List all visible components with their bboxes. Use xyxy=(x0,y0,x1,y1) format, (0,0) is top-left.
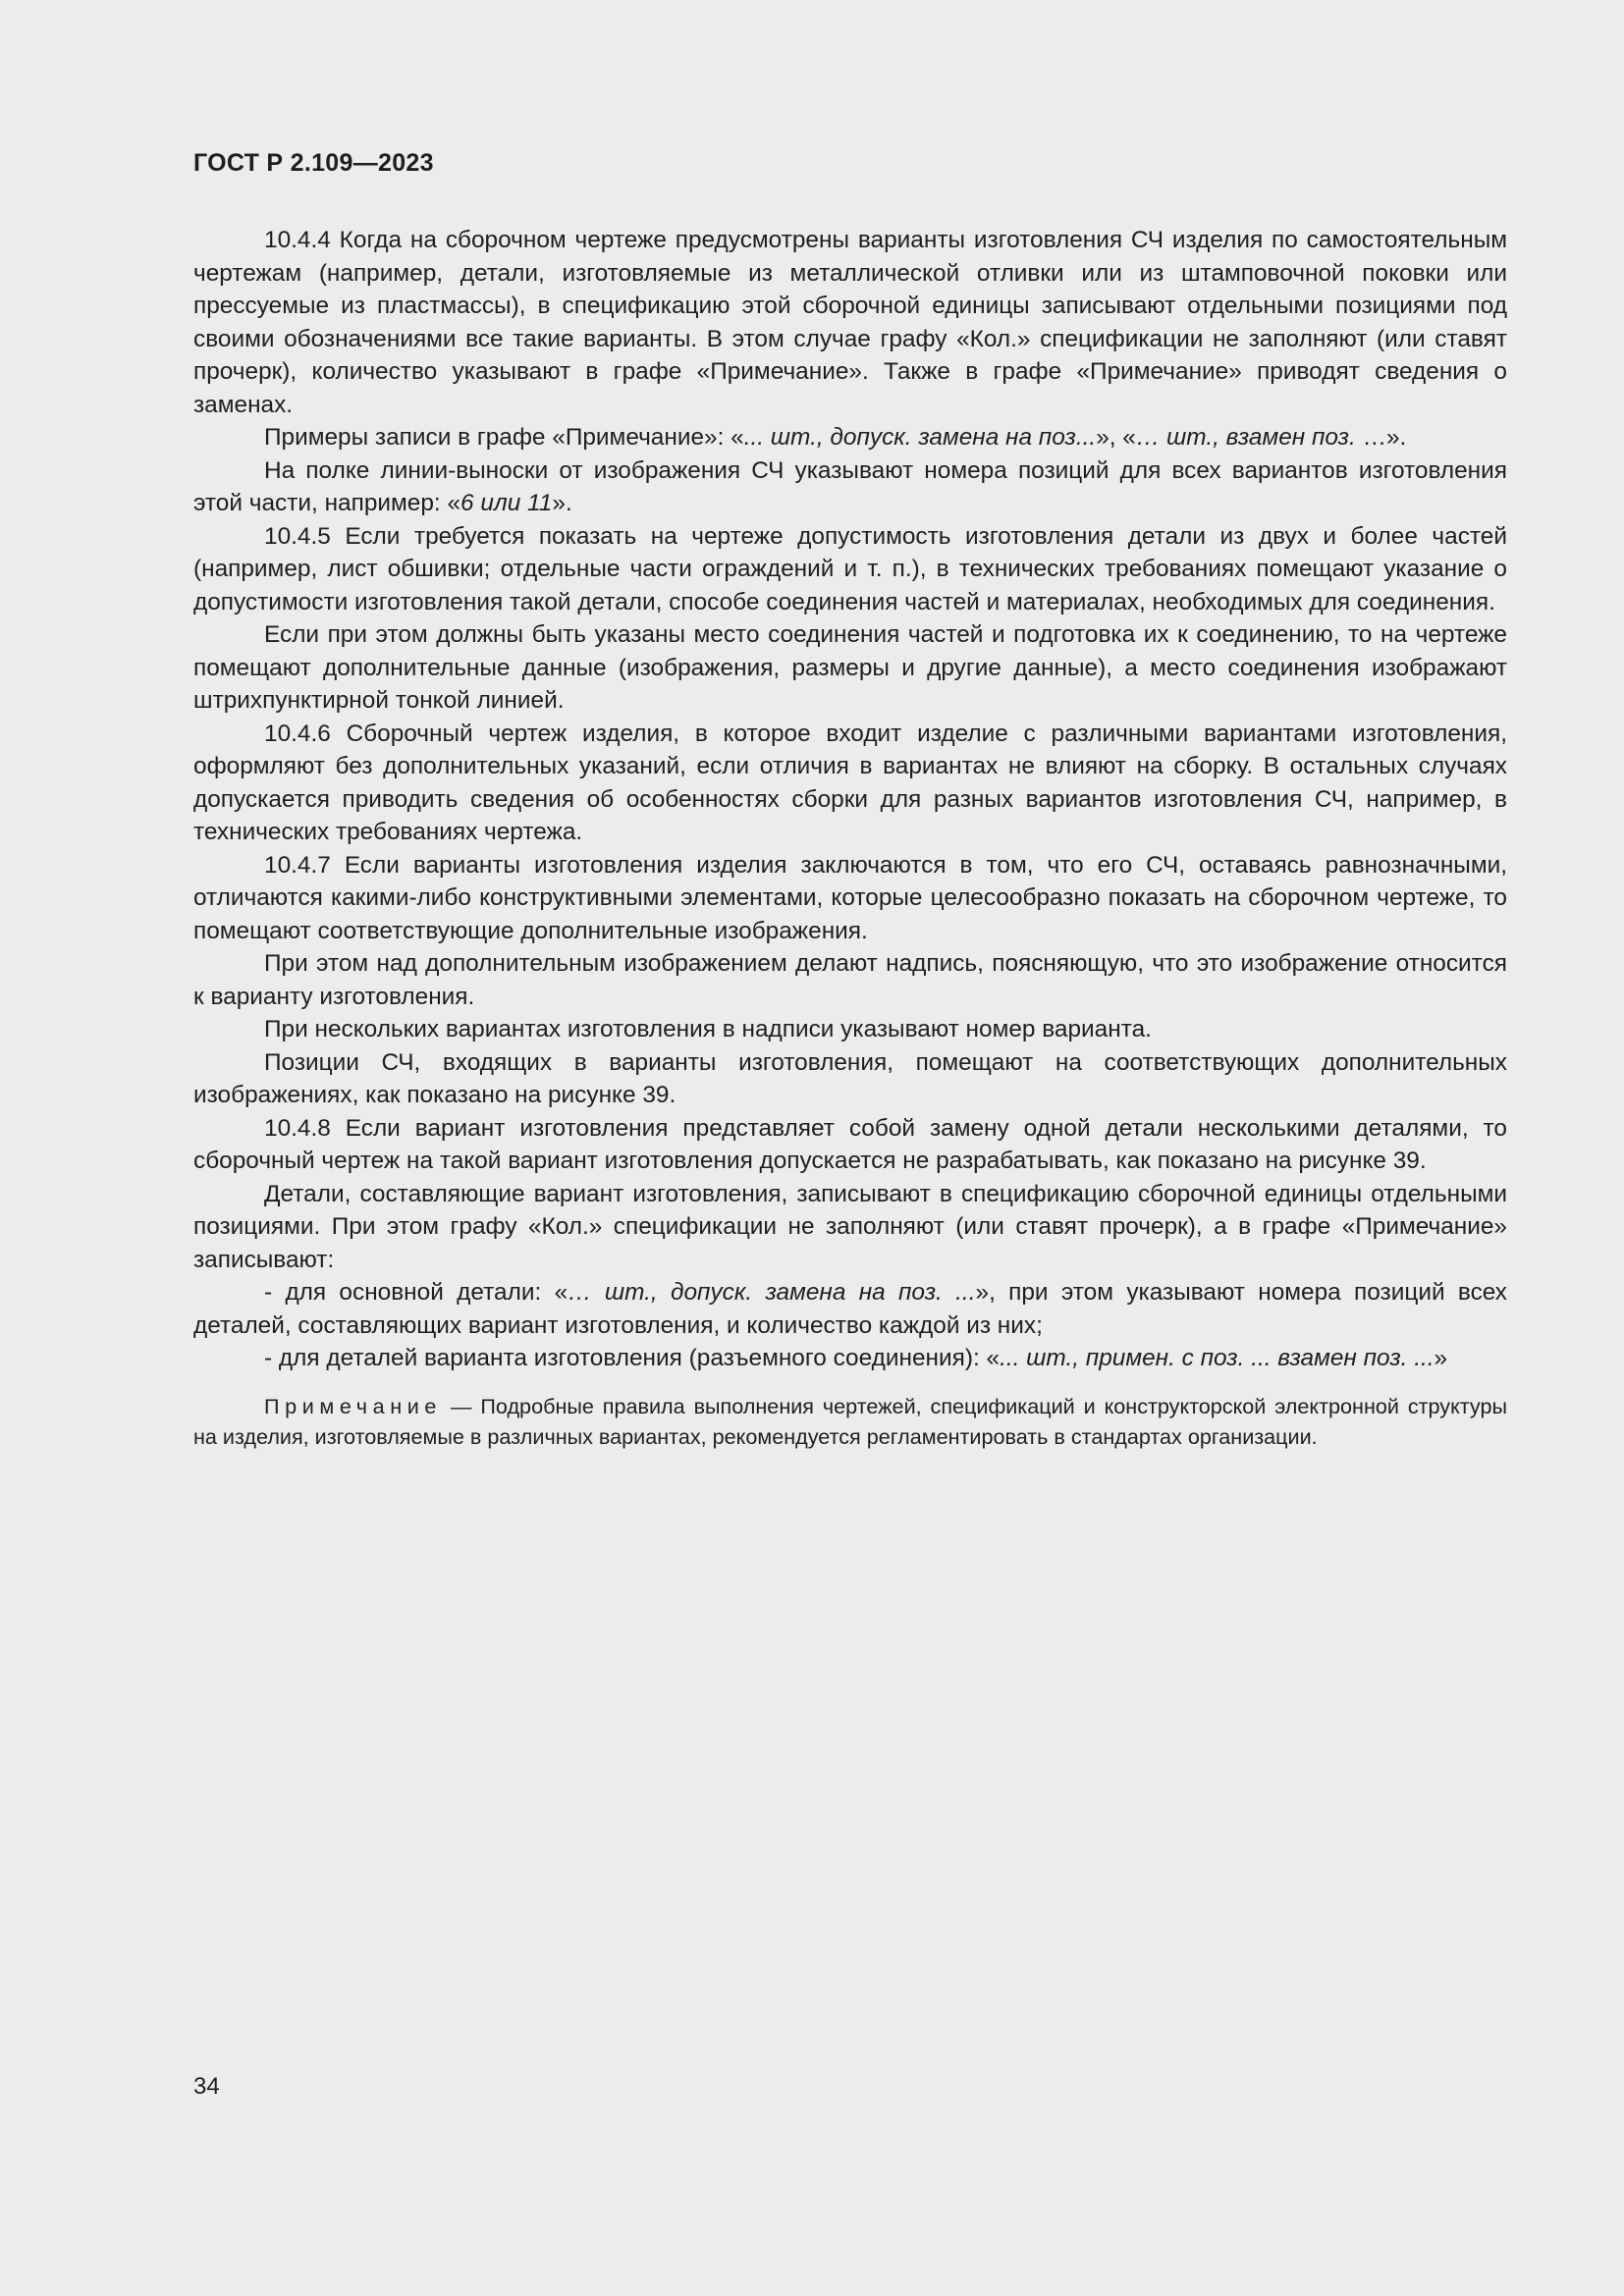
paragraph-text-run: Примеры записи в графе «Примечание»: « xyxy=(264,424,744,451)
paragraph-text-run: 10.4.8 Если вариант изготовления представляет собой замену одной детали несколькими деталями, то сборочный чертеж на такой вариант изготовления допускается не разрабатывать, как показано на рисунке 39. xyxy=(193,1114,1507,1174)
document-body xyxy=(193,224,1507,1452)
paragraph-text-run: 10.4.6 Сборочный чертеж изделия, в которое входит изделие с различными вариантами изготовления, оформляют без дополнительных указаний, если отличия в вариантах не влияют на сборку. В остальных случаях допускается приводить сведения об особенностях сборки для разных вариантов изготовления СЧ, например, в технических требованиях чертежа. xyxy=(193,720,1507,845)
paragraph-text-run: На полке линии-выноски от изображения СЧ указывают номера позиций для всех вариантов изготовления этой части, например: « xyxy=(193,456,1507,516)
paragraph-p14 xyxy=(193,1342,1507,1375)
note-text: Подробные правила выполнения чертежей, спецификаций и конструкторской электронной структуры на изделия, изготовляемые в различных вариантах, рекомендуется регламентировать в стандартах организации. xyxy=(193,1393,1508,1449)
note-dash: — xyxy=(442,1393,481,1418)
paragraph-text-run: », при этом указывают номера позиций всех деталей, составляющих вариант изготовления, и количество каждой из них; xyxy=(193,1279,1508,1339)
paragraph-p8 xyxy=(193,947,1507,1013)
paragraph-text-run: ». xyxy=(552,490,572,516)
page-number: 34 xyxy=(193,2073,220,2100)
paragraph-p1 xyxy=(193,224,1507,421)
paragraph-text-run: … шт., взамен поз. xyxy=(1135,424,1356,451)
paragraph-text-run: Если при этом должны быть указаны место соединения частей и подготовка их к соединению, то на чертеже помещают дополнительные данные (изображения, размеры и другие данные), а место соединения изображают штрихпунктирной тонкой линией. xyxy=(193,621,1507,714)
paragraph-p10 xyxy=(193,1046,1507,1112)
paragraph-text-run: 6 или 11 xyxy=(460,490,553,516)
paragraph-text-run: … шт., допуск. замена на поз. ... xyxy=(568,1279,976,1306)
paragraph-text-run: ... шт., примен. с поз. ... взамен поз. ... xyxy=(1000,1345,1435,1371)
note-label: Примечание xyxy=(264,1393,442,1418)
paragraph-p3 xyxy=(193,454,1507,520)
paragraph-list xyxy=(193,224,1507,1375)
paragraph-text-run: - для основной детали: « xyxy=(264,1279,568,1306)
paragraph-text-run: » xyxy=(1434,1345,1448,1371)
paragraph-text-run: Позиции СЧ, входящих в варианты изготовления, помещают на соответствующих дополнительных изображениях, как показано на рисунке 39. xyxy=(193,1048,1507,1108)
paragraph-text-run: - для деталей варианта изготовления (разъемного соединения): « xyxy=(264,1345,1001,1371)
paragraph-text-run: 10.4.5 Если требуется показать на чертеже допустимость изготовления детали из двух и более частей (например, лист обшивки; отдельные части ограждений и т. п.), в технических требованиях помещают указание о допустимости изготовления такой детали, способе соединения частей и материалах, необходимых для соединения. xyxy=(193,522,1507,615)
note-paragraph xyxy=(193,1391,1507,1452)
paragraph-text-run: …». xyxy=(1355,424,1407,451)
paragraph-p13 xyxy=(193,1276,1507,1342)
paragraph-text-run: При нескольких вариантах изготовления в надписи указывают номер варианта. xyxy=(264,1016,1152,1042)
paragraph-text-run: 10.4.7 Если варианты изготовления изделия заключаются в том, что его СЧ, оставаясь равнозначными, отличаются какими-либо конструктивными элементами, которые целесообразно показать на сборочном чертеже, то помещают соответствующие дополнительные изображения. xyxy=(193,851,1507,944)
paragraph-p5 xyxy=(193,618,1507,718)
paragraph-p12 xyxy=(193,1178,1507,1277)
paragraph-p6 xyxy=(193,718,1507,849)
paragraph-p11 xyxy=(193,1112,1507,1178)
paragraph-p9 xyxy=(193,1013,1507,1046)
paragraph-p7 xyxy=(193,849,1507,948)
paragraph-text-run: При этом над дополнительным изображением делают надпись, поясняющую, что это изображение относится к варианту изготовления. xyxy=(193,950,1507,1010)
paragraph-p4 xyxy=(193,520,1507,619)
paragraph-text-run: ... шт., допуск. замена на поз... xyxy=(743,424,1097,451)
paragraph-text-run: Детали, составляющие вариант изготовления, записывают в спецификацию сборочной единицы отдельными позициями. При этом графу «Кол.» спецификации не заполняют (или ставят прочерк), а в графе «Примечание» записывают: xyxy=(193,1180,1507,1273)
paragraph-text-run: », « xyxy=(1096,424,1136,451)
paragraph-p2 xyxy=(193,421,1507,454)
paragraph-text-run: 10.4.4 Когда на сборочном чертеже предусмотрены варианты изготовления СЧ изделия по самостоятельным чертежам (например, детали, изготовляемые из металлической отливки или из штамповочной поковки или прессуемые из пластмассы), в спецификацию этой сборочной единицы записывают отдельными позициями под своими обозначениями все такие варианты. В этом случае графу «Кол.» спецификации не заполняют (или ставят прочерк), количество указывают в графе «Примечание». Также в графе «Примечание» приводят сведения о заменах. xyxy=(193,227,1507,418)
document-code-header: ГОСТ Р 2.109—2023 xyxy=(193,149,434,177)
